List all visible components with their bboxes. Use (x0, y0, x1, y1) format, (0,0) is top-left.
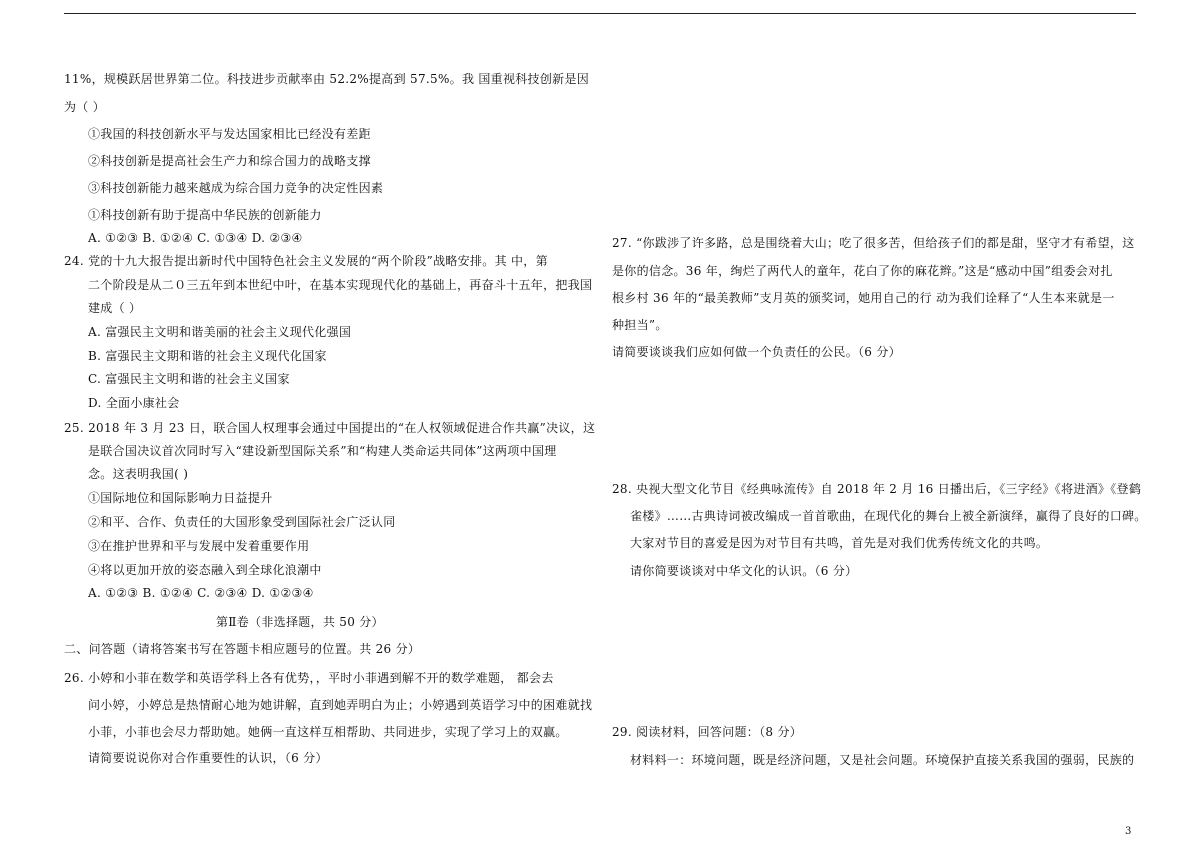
q25-option-1: ①国际地位和国际影响力日益提升 (88, 491, 273, 505)
q26-prompt: 请简要说说你对合作重要性的认识，（6 分） (88, 751, 328, 765)
q23-line-2: 为（ ） (64, 100, 106, 114)
q25-line-2: 是联合国决议首次同时写入“建设新型国际关系”和“构建人类命运共同体”这两项中国理 (88, 444, 557, 458)
q23-line-1: 11%，规模跃居世界第二位。科技进步贡献率由 52.2%提高到 57.5%。我 国重视科技创新是因 (64, 72, 590, 86)
q23-choices: A. ①②③ B. ①②④ C. ①③④ D. ②③④ (88, 231, 303, 245)
q24-line-2: 二个阶段是从二０三五年到本世纪中叶，在基本实现现代化的基础上，再奋斗十五年，把我国 (88, 278, 593, 292)
q28-line-1: 28. 央视大型文化节目《经典咏流传》自 2018 年 2 月 16 日播出后，《三字经》《将进酒》《登鹤 (612, 482, 1142, 496)
q24-line-3: 建成（ ） (88, 301, 142, 315)
q25-option-4: ④将以更加开放的姿态融入到全球化浪潮中 (88, 563, 322, 577)
q26-line-3: 小菲，小菲也会尽力帮助她。她俩一直这样互相帮助、共同进步，实现了学习上的双赢。 (88, 725, 568, 739)
page-number: 3 (1125, 826, 1132, 837)
q23-option-3: ③科技创新能力越来越成为综合国力竞争的决定性因素 (88, 181, 384, 195)
q26-line-1: 26. 小婷和小菲在数学和英语学科上各有优势，，平时小菲遇到解不开的数学难题， 都会去 (64, 671, 554, 685)
q28-line-3: 大家对节目的喜爱是因为对节目有共鸣，首先是对我们优秀传统文化的共鸣。 (630, 536, 1049, 550)
q25-line-3: 念。这表明我国( ) (88, 467, 189, 481)
section-heading: 二、问答题（请将答案书写在答题卡相应题号的位置。共 26 分） (64, 642, 421, 656)
q23-option-1: ①我国的科技创新水平与发达国家相比已经没有差距 (88, 127, 371, 141)
volume-title: 第Ⅱ卷（非选择题，共 50 分） (216, 615, 384, 629)
q28-prompt: 请你简要谈谈对中华文化的认识。（6 分） (630, 564, 858, 578)
q25-choices: A. ①②③ B. ①②④ C. ②③④ D. ①②③④ (88, 586, 314, 600)
q24-option-d: D. 全面小康社会 (88, 396, 180, 410)
q25-option-3: ③在推护世界和平与发展中发着重要作用 (88, 539, 310, 553)
q23-option-2: ②科技创新是提高社会生产力和综合国力的战略支撑 (88, 154, 371, 168)
q29-line-2: 材料料一：环境问题，既是经济问题，又是社会问题。环境保护直接关系我国的强弱，民族的 (630, 753, 1135, 767)
q27-line-4: 种担当”。 (612, 318, 668, 332)
q24-option-a: A. 富强民主文明和谐美丽的社会主义现代化强国 (88, 325, 352, 339)
q23-option-4: ①科技创新有助于提高中华民族的创新能力 (88, 208, 322, 222)
q27-line-2: 是你的信念。36 年，绚烂了两代人的童年，花白了你的麻花辫。”这是“感动中国”组委会对扎 (612, 264, 1113, 278)
q27-line-3: 根乡村 36 年的“最美教师”支月英的颁奖词，她用自己的行 动为我们诠释了“人生本来就是一 (612, 291, 1115, 305)
q28-line-2: 雀楼》……古典诗词被改编成一首首歌曲，在现代化的舞台上被全新演绎，赢得了良好的口碑。 (630, 509, 1147, 523)
q24-option-b: B. 富强民主文期和谐的社会主义现代化国家 (88, 349, 327, 363)
q24-option-c: C. 富强民主文明和谐的社会主义国家 (88, 372, 290, 386)
q24-line-1: 24. 党的十九大报告提出新时代中国特色社会主义发展的“两个阶段”战略安排。其 中，第 (64, 254, 548, 268)
q29-line-1: 29. 阅读材料，回答问题：（8 分） (612, 725, 803, 739)
q25-line-1: 25. 2018 年 3 月 23 日，联合国人权理事会通过中国提出的“在人权领域促进合作共赢”决议，这 (64, 421, 596, 435)
q26-line-2: 问小婷，小婷总是热情耐心地为她讲解，直到她弄明白为止；小婷遇到英语学习中的困难就找 (88, 698, 593, 712)
q25-option-2: ②和平、合作、负责任的大国形象受到国际社会广泛认同 (88, 515, 396, 529)
header-rule (64, 13, 1136, 14)
q27-prompt: 请简要谈谈我们应如何做一个负责任的公民。（6 分） (612, 345, 901, 359)
q27-line-1: 27. “你跋涉了许多路，总是围绕着大山；吃了很多苦，但给孩子们的都是甜，坚守才有希望，这 (612, 236, 1135, 250)
